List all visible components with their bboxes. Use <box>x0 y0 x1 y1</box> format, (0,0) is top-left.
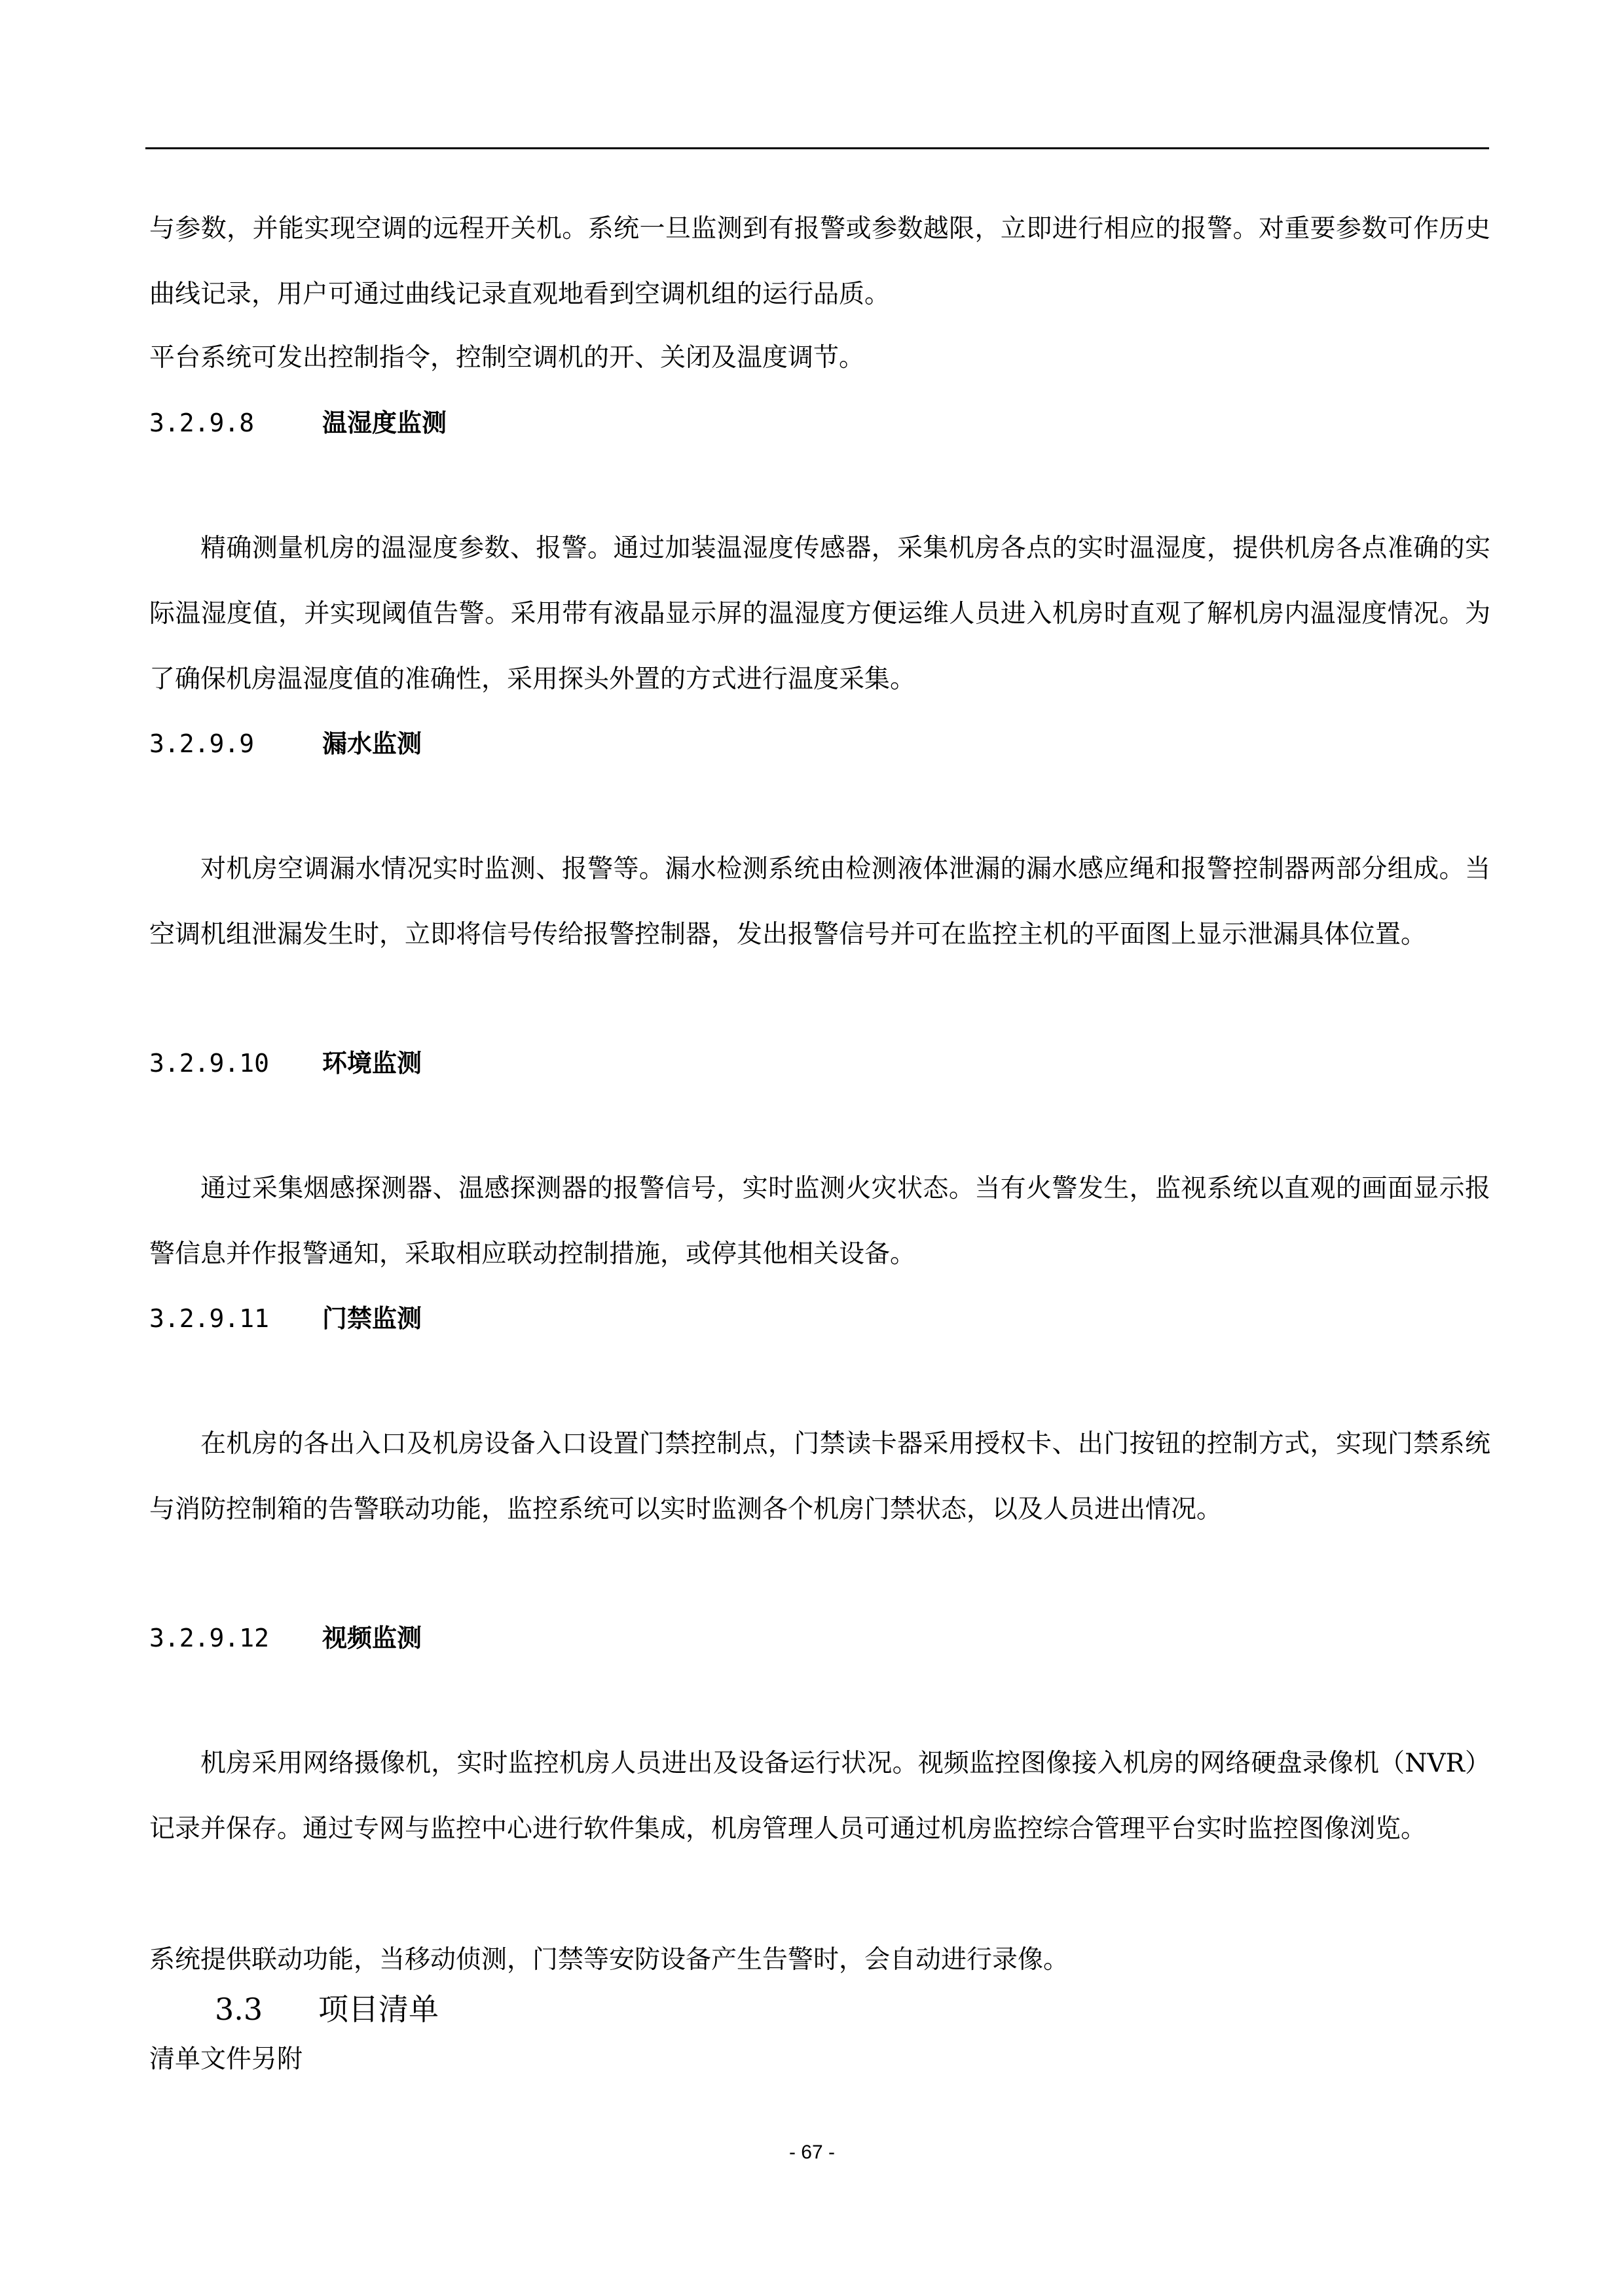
heading-number: 3.2.9.10 <box>149 1049 270 1078</box>
heading-water-leak <box>149 724 422 763</box>
heading-number: 3.2.9.11 <box>149 1304 270 1333</box>
paragraph-environment: 通过采集烟感探测器、温感探测器的报警信号，实时监测火灾状态。当有火警发生，监视系统以直观的画面显示报警信息并作报警通知，采取相应联动控制措施，或停其他相关设备。 <box>149 1174 1490 1269</box>
heading-video <box>149 1618 422 1658</box>
heading-number: 3.2.9.12 <box>149 1624 270 1652</box>
heading-title: 漏水监测 <box>322 729 422 758</box>
section-heading-project-list <box>215 1986 439 2032</box>
heading-title: 环境监测 <box>322 1049 422 1078</box>
heading-temperature-humidity <box>149 403 447 443</box>
paragraph-platform-control: 平台系统可发出控制指令，控制空调机的开、关闭及温度调节。 <box>149 343 865 373</box>
page-number: - 67 - <box>788 2141 836 2163</box>
section-number: 3.3 <box>215 1992 263 2027</box>
heading-title: 视频监测 <box>322 1624 422 1652</box>
paragraph-video: 机房采用网络摄像机，实时监控机房人员进出及设备运行状况。视频监控图像接入机房的网络硬盘录像机（NVR）记录并保存。通过专网与监控中心进行软件集成，机房管理人员可通过机房监控综合管理平台实时监控图像浏览。 <box>149 1749 1490 1844</box>
paragraph-linkage: 系统提供联动功能，当移动侦测，门禁等安防设备产生告警时，会自动进行录像。 <box>149 1945 1069 1975</box>
heading-access-control <box>149 1299 422 1338</box>
paragraph-access-control: 在机房的各出入口及机房设备入口设置门禁控制点，门禁读卡器采用授权卡、出门按钮的控制方式，实现门禁系统与消防控制箱的告警联动功能，监控系统可以实时监测各个机房门禁状态，以及人员进出情况。 <box>149 1429 1490 1524</box>
heading-title: 门禁监测 <box>322 1304 422 1333</box>
section-title: 项目清单 <box>318 1992 439 2027</box>
paragraph-temperature-humidity: 精确测量机房的温湿度参数、报警。通过加装温湿度传感器，采集机房各点的实时温湿度，提供机房各点准确的实际温湿度值，并实现阈值告警。采用带有液晶显示屏的温湿度方便运维人员进入机房时直观了解机房内温湿度情况。为了确保机房温湿度值的准确性，采用探头外置的方式进行温度采集。 <box>149 534 1490 694</box>
header-rule <box>145 147 1489 149</box>
heading-title: 温湿度监测 <box>322 409 447 437</box>
paragraph-water-leak: 对机房空调漏水情况实时监测、报警等。漏水检测系统由检测液体泄漏的漏水感应绳和报警控制器两部分组成。当空调机组泄漏发生时，立即将信号传给报警控制器，发出报警信号并可在监控主机的平面图上显示泄漏具体位置。 <box>149 854 1490 949</box>
heading-number: 3.2.9.8 <box>149 409 255 437</box>
heading-number: 3.2.9.9 <box>149 729 255 758</box>
paragraph-aircon-continued: 与参数，并能实现空调的远程开关机。系统一旦监测到有报警或参数越限，立即进行相应的报警。对重要参数可作历史曲线记录，用户可通过曲线记录直观地看到空调机组的运行品质。 <box>149 214 1490 309</box>
paragraph-list-attached: 清单文件另附 <box>149 2045 303 2074</box>
heading-environment <box>149 1044 422 1083</box>
